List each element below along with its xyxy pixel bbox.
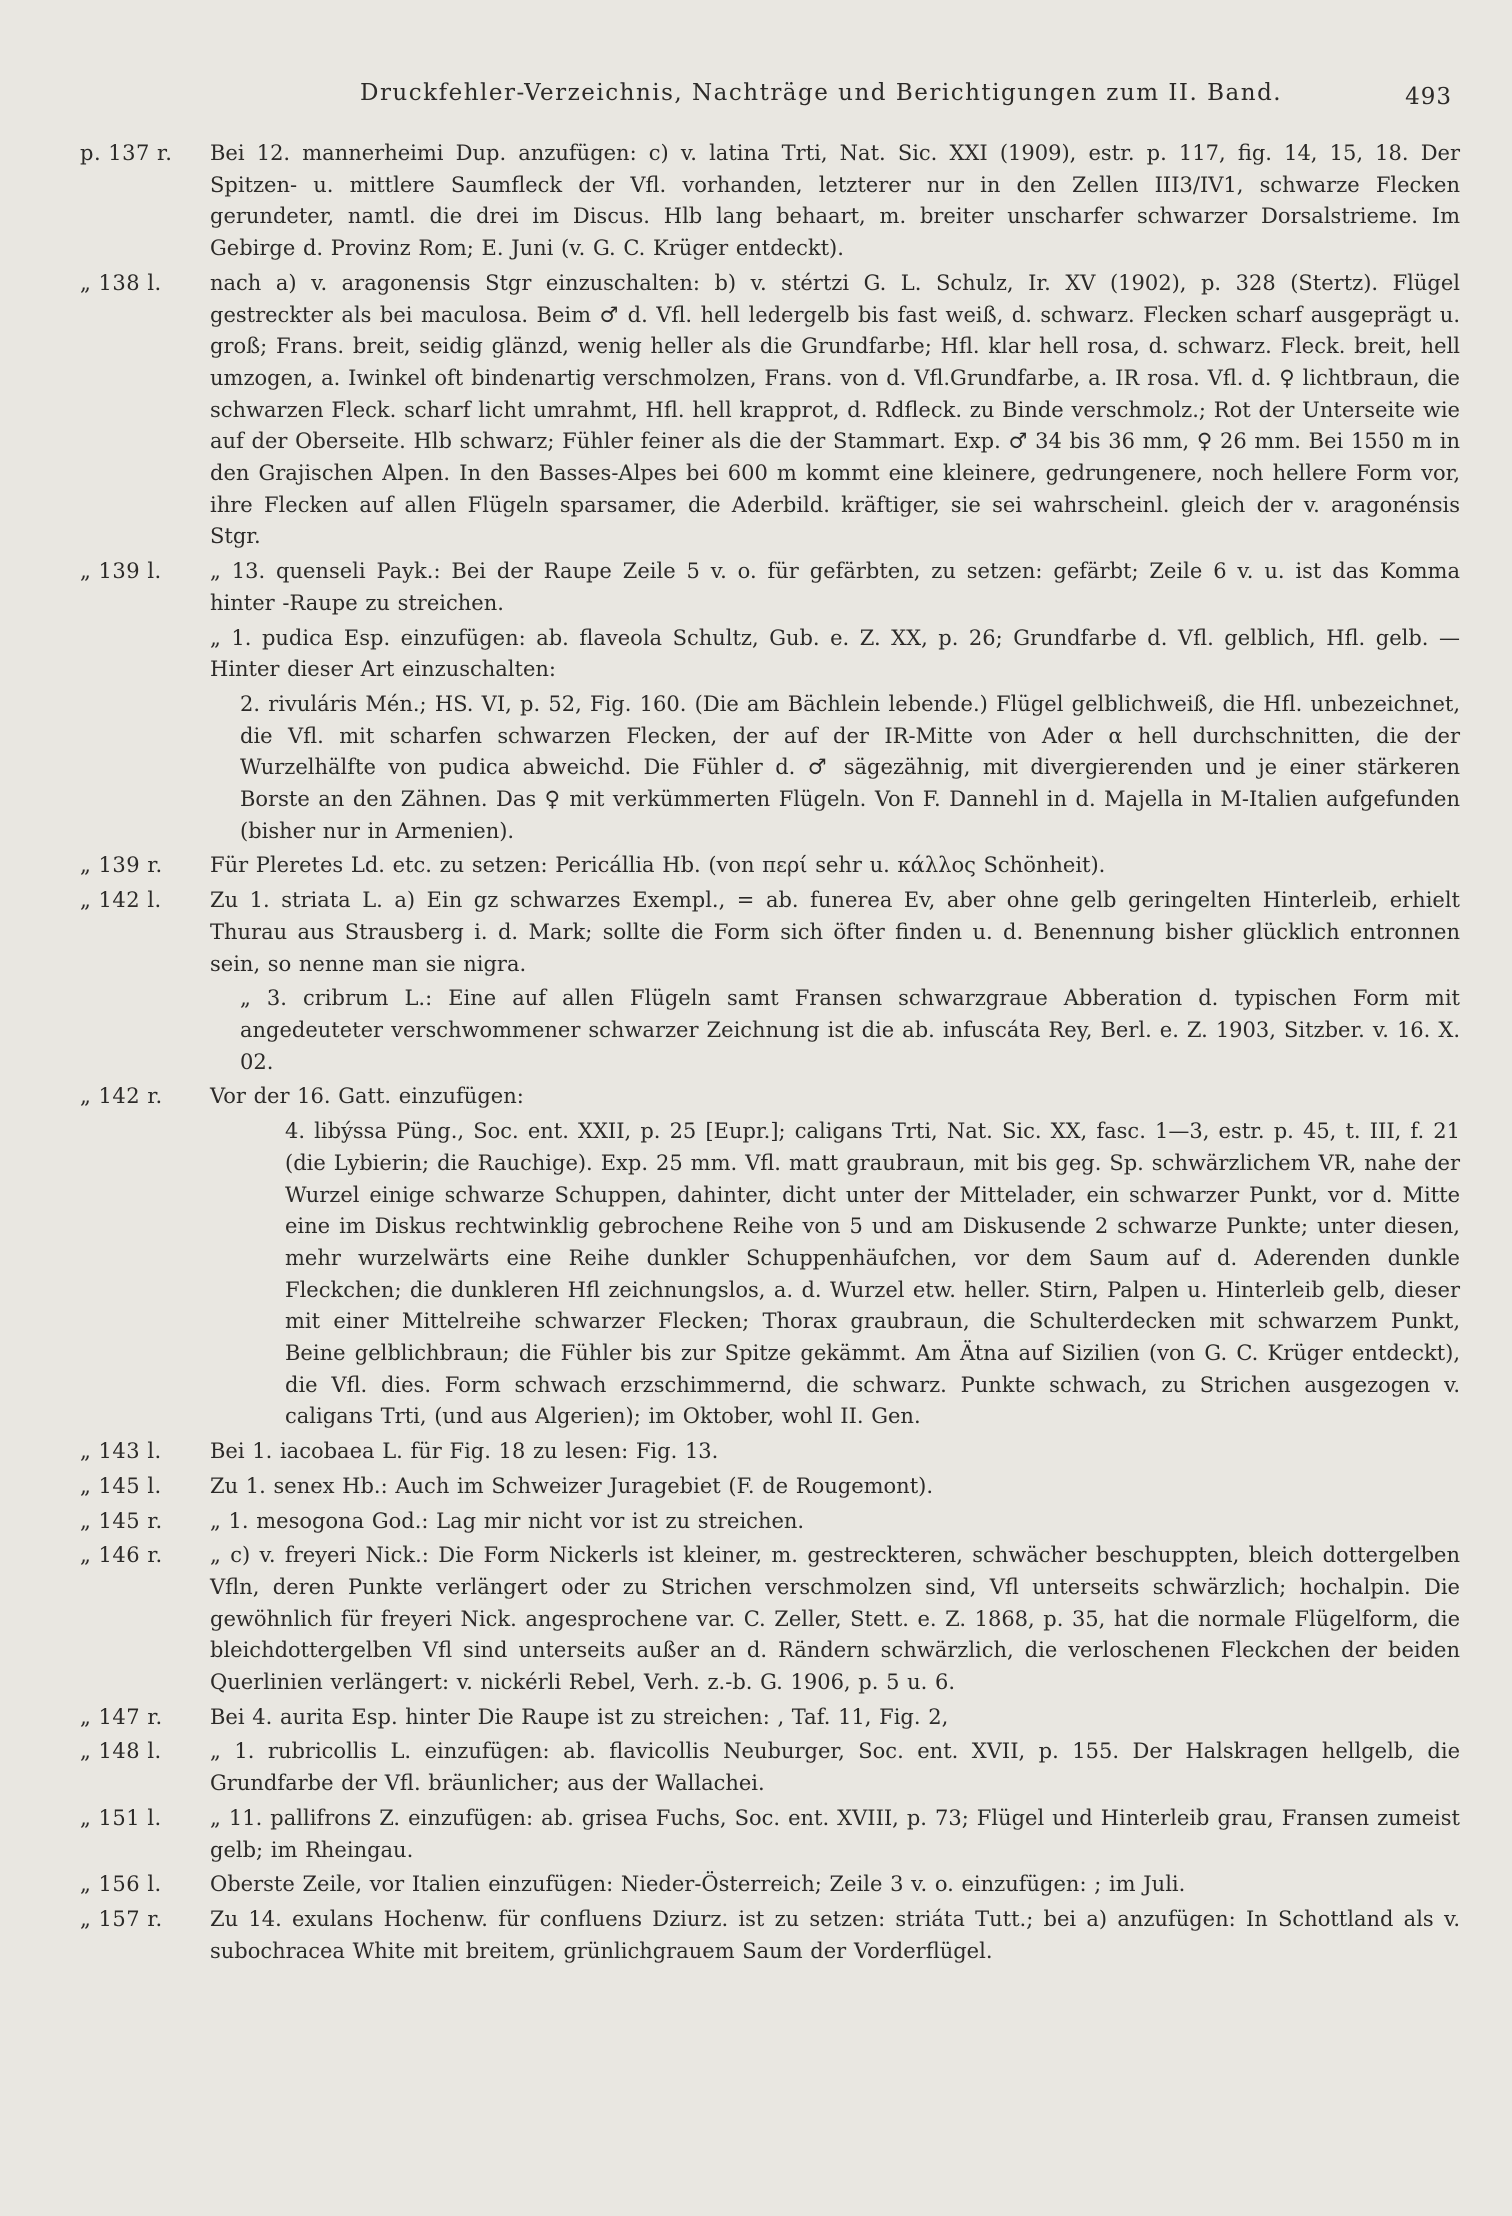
- errata-entry: [0, 1803, 1512, 1866]
- page-reference: „ 139 r.: [80, 853, 163, 878]
- page-reference: „ 146 r.: [80, 1543, 163, 1568]
- entry-text: „ 3. cribrum L.: Eine auf allen Flügeln samt Fransen schwarzgraue Abberation d. typischen Form mit angedeuteter verschwommener schwarzer Zeichnung ist die ab. infuscáta Rey, Berl. e. Z. 1903, Sitzber. v. 16. X. 02.: [240, 986, 1460, 1074]
- errata-entry: [0, 1540, 1512, 1699]
- page-reference: „ 145 l.: [80, 1473, 162, 1498]
- page-reference: „ 148 l.: [80, 1739, 162, 1764]
- page-reference: „ 151 l.: [80, 1805, 162, 1830]
- errata-entry: [0, 983, 1512, 1078]
- errata-entry: [0, 1081, 1512, 1113]
- errata-list: [0, 138, 1512, 1970]
- page-reference: „ 157 r.: [80, 1906, 163, 1931]
- entry-text: „ 11. pallifrons Z. einzufügen: ab. grisea Fuchs, Soc. ent. XVIII, p. 73; Flügel und Hinterleib grau, Fransen zumeist gelb; im Rheingau.: [210, 1805, 1460, 1862]
- entry-text: Vor der 16. Gatt. einzufügen:: [210, 1084, 524, 1109]
- page-reference: „ 147 r.: [80, 1704, 163, 1729]
- errata-entry: [0, 885, 1512, 980]
- entry-text: 4. libýssa Püng., Soc. ent. XXII, p. 25 [Eupr.]; caligans Trti, Nat. Sic. XX, fasc. 1—3, estr. p. 45, t. III, f. 21 (die Lybierin; die Rauchige). Exp. 25 mm. Vfl. matt graubraun, mit bis geg. Sp. schwärzlichem VR, nahe der Wurzel einige schwarze Schuppen, dahinter, dicht unter der Mittelader, ein schwarzer Punkt, vor d. Mitte eine im Diskus rechtwinklig gebrochene Reihe von 5 und am Diskusende 2 schwarze Punkte; unter diesen, mehr wurzelwärts eine Reihe dunkler Schuppenhäufchen, vor dem Saum auf d. Aderenden dunkle Fleckchen; die dunkleren Hfl zeichnungslos, a. d. Wurzel etw. heller. Stirn, Palpen u. Hinterleib gelb, dieser mit einer Mittelreihe schwarzer Flecken; Thorax graubraun, die Schulterdecken mit schwarzem Punkt, Beine gelblichbraun; die Fühler bis zur Spitze gekämmt. Am Ätna auf Sizilien (von G. C. Krüger entdeckt), die Vfl. dies. Form schwach erzschimmernd, die schwarz. Punkte schwach, zu Strichen ausgezogen v. caligans Trti, (und aus Algerien); im Oktober, wohl II. Gen.: [285, 1119, 1460, 1429]
- errata-entry: [0, 1471, 1512, 1503]
- page-reference: „ 142 l.: [80, 888, 162, 913]
- errata-entry: [0, 1116, 1512, 1433]
- entry-text: Zu 14. exulans Hochenw. für confluens Dziurz. ist zu setzen: striáta Tutt.; bei a) anzufügen: In Schottland als v. subochracea White mit breitem, grünlichgrauem Saum der Vorderflügel.: [210, 1906, 1460, 1963]
- page-reference: „ 142 r.: [80, 1084, 163, 1109]
- page-reference: „ 156 l.: [80, 1872, 162, 1897]
- errata-entry: [0, 689, 1512, 848]
- page-reference: p. 137 r.: [80, 141, 173, 165]
- entry-text: „ 13. quenseli Payk.: Bei der Raupe Zeile 5 v. o. für gefärbten, zu setzen: gefärbt; Zeile 6 v. u. ist das Komma hinter -Raupe zu streichen.: [210, 559, 1460, 615]
- entry-text: Für Pleretes Ld. etc. zu setzen: Pericállia Hb. (von περί sehr u. κάλλος Schönheit).: [210, 853, 1106, 878]
- entry-text: 2. rivuláris Mén.; HS. VI, p. 52, Fig. 160. (Die am Bächlein lebende.) Flügel gelblichweiß, die Hfl. unbezeichnet, die Vfl. mit scharfen schwarzen Flecken, der auf der IR-Mitte von Ader α hell durchschnitten, die der Wurzelhälfte von pudica abweichd. Die Fühler d. ♂ sägezähnig, mit divergierenden und je einer stärkeren Borste an den Zähnen. Das ♀ mit verkümmerten Flügeln. Von F. Dannehl in d. Majella in M-Italien aufgefunden (bisher nur in Armenien).: [240, 691, 1460, 843]
- errata-entry: [0, 1904, 1512, 1967]
- entry-text: Oberste Zeile, vor Italien einzufügen: Nieder-Österreich; Zeile 3 v. o. einzufügen: ; im Juli.: [210, 1872, 1186, 1897]
- errata-entry: [0, 1736, 1512, 1799]
- running-header: [0, 80, 1512, 120]
- errata-entry: [0, 268, 1512, 553]
- page-reference: „ 139 l.: [80, 559, 162, 584]
- errata-entry: [0, 1702, 1512, 1734]
- page-reference: „ 143 l.: [80, 1439, 162, 1464]
- header-title: Druckfehler-Verzeichnis, Nachträge und Berichtigungen zum II. Band.: [360, 80, 1283, 106]
- errata-entry: [0, 623, 1512, 686]
- page-number: 493: [1405, 84, 1452, 110]
- entry-text: „ c) v. freyeri Nick.: Die Form Nickerls ist kleiner, m. gestreckteren, schwächer beschuppten, bleich dottergelben Vfln, deren Punkte verlängert oder zu Strichen verschmolzen sind, Vfl unterseits schwärzlich; hochalpin. Die gewöhnlich für freyeri Nick. angesprochene var. C. Zeller, Stett. e. Z. 1868, p. 35, hat die normale Flügelform, die bleichdottergelben Vfl sind unterseits außer an d. Rändern schwärzlich, die verloschenen Fleckchen der beiden Querlinien verlängert: v. nickérli Rebel, Verh. z.-b. G. 1906, p. 5 u. 6.: [210, 1543, 1460, 1695]
- entry-text: Bei 1. iacobaea L. für Fig. 18 zu lesen: Fig. 13.: [210, 1439, 719, 1464]
- entry-text: Bei 12. mannerheimi Dup. anzufügen: c) v. latina Trti, Nat. Sic. XXI (1909), estr. p. 117, fig. 14, 15, 18. Der Spitzen- u. mittlere Saumfleck der Vfl. vorhanden, letzterer nur in den Zellen III3/IV1, schwarze Flecken gerundeter, namtl. die drei im Discus. Hlb lang behaart, m. breiter unscharfer schwarzer Dorsalstrieme. Im Gebirge d. Provinz Rom; E. Juni (v. G. C. Krüger entdeckt).: [210, 141, 1460, 261]
- entry-text: Zu 1. senex Hb.: Auch im Schweizer Juragebiet (F. de Rougemont).: [210, 1473, 934, 1498]
- errata-entry: [0, 138, 1512, 265]
- errata-entry: [0, 1436, 1512, 1468]
- errata-entry: [0, 850, 1512, 882]
- entry-text: „ 1. rubricollis L. einzufügen: ab. flavicollis Neuburger, Soc. ent. XVII, p. 155. Der Halskragen hellgelb, die Grundfarbe der Vfl. bräunlicher; aus der Wallachei.: [210, 1739, 1460, 1796]
- errata-entry: [0, 556, 1512, 619]
- entry-text: Zu 1. striata L. a) Ein gz schwarzes Exempl., = ab. funerea Ev, aber ohne gelb geringelten Hinterleib, erhielt Thurau aus Strausberg i. d. Mark; sollte die Form sich öfter finden u. d. Benennung bisher glücklich entronnen sein, so nenne man sie nigra.: [210, 888, 1460, 976]
- page-reference: „ 138 l.: [80, 270, 162, 295]
- errata-entry: [0, 1506, 1512, 1538]
- errata-entry: [0, 1869, 1512, 1901]
- page-reference: „ 145 r.: [80, 1508, 163, 1533]
- entry-text: „ 1. mesogona God.: Lag mir nicht vor ist zu streichen.: [210, 1508, 805, 1533]
- entry-text: „ 1. pudica Esp. einzufügen: ab. flaveola Schultz, Gub. e. Z. XX, p. 26; Grundfarbe d. Vfl. gelblich, Hfl. gelb. — Hinter dieser Art einzuschalten:: [210, 625, 1460, 682]
- entry-text: Bei 4. aurita Esp. hinter Die Raupe ist zu streichen: , Taf. 11, Fig. 2,: [210, 1704, 949, 1729]
- entry-text: nach a) v. aragonensis Stgr einzuschalten: b) v. stértzi G. L. Schulz, Ir. XV (1902), p. 328 (Stertz). Flügel gestreckter als bei maculosa. Beim ♂ d. Vfl. hell ledergelb bis fast weiß, d. schwarz. Flecken scharf ausgeprägt u. groß; Frans. breit, seidig glänzd, wenig heller als die Grundfarbe; Hfl. klar hell rosa, d. schwarz. Fleck. breit, hell umzogen, a. Iwinkel oft bindenartig verschmolzen, Frans. von d. Vfl.Grundfarbe, a. IR rosa. Vfl. d. ♀ lichtbraun, die schwarzen Fleck. scharf licht umrahmt, Hfl. hell krapprot, d. Rdfleck. zu Binde verschmolz.; Rot der Unterseite wie auf der Oberseite. Hlb schwarz; Fühler feiner als die der Stammart. Exp. ♂ 34 bis 36 mm, ♀ 26 mm. Bei 1550 m in den Grajischen Alpen. In den Basses-Alpes bei 600 m kommt eine kleinere, gedrungenere, noch hellere Form vor, ihre Flecken auf allen Flügeln sparsamer, die Aderbild. kräftiger, sie sei wahrscheinl. gleich der v. aragonénsis Stgr.: [210, 270, 1460, 549]
